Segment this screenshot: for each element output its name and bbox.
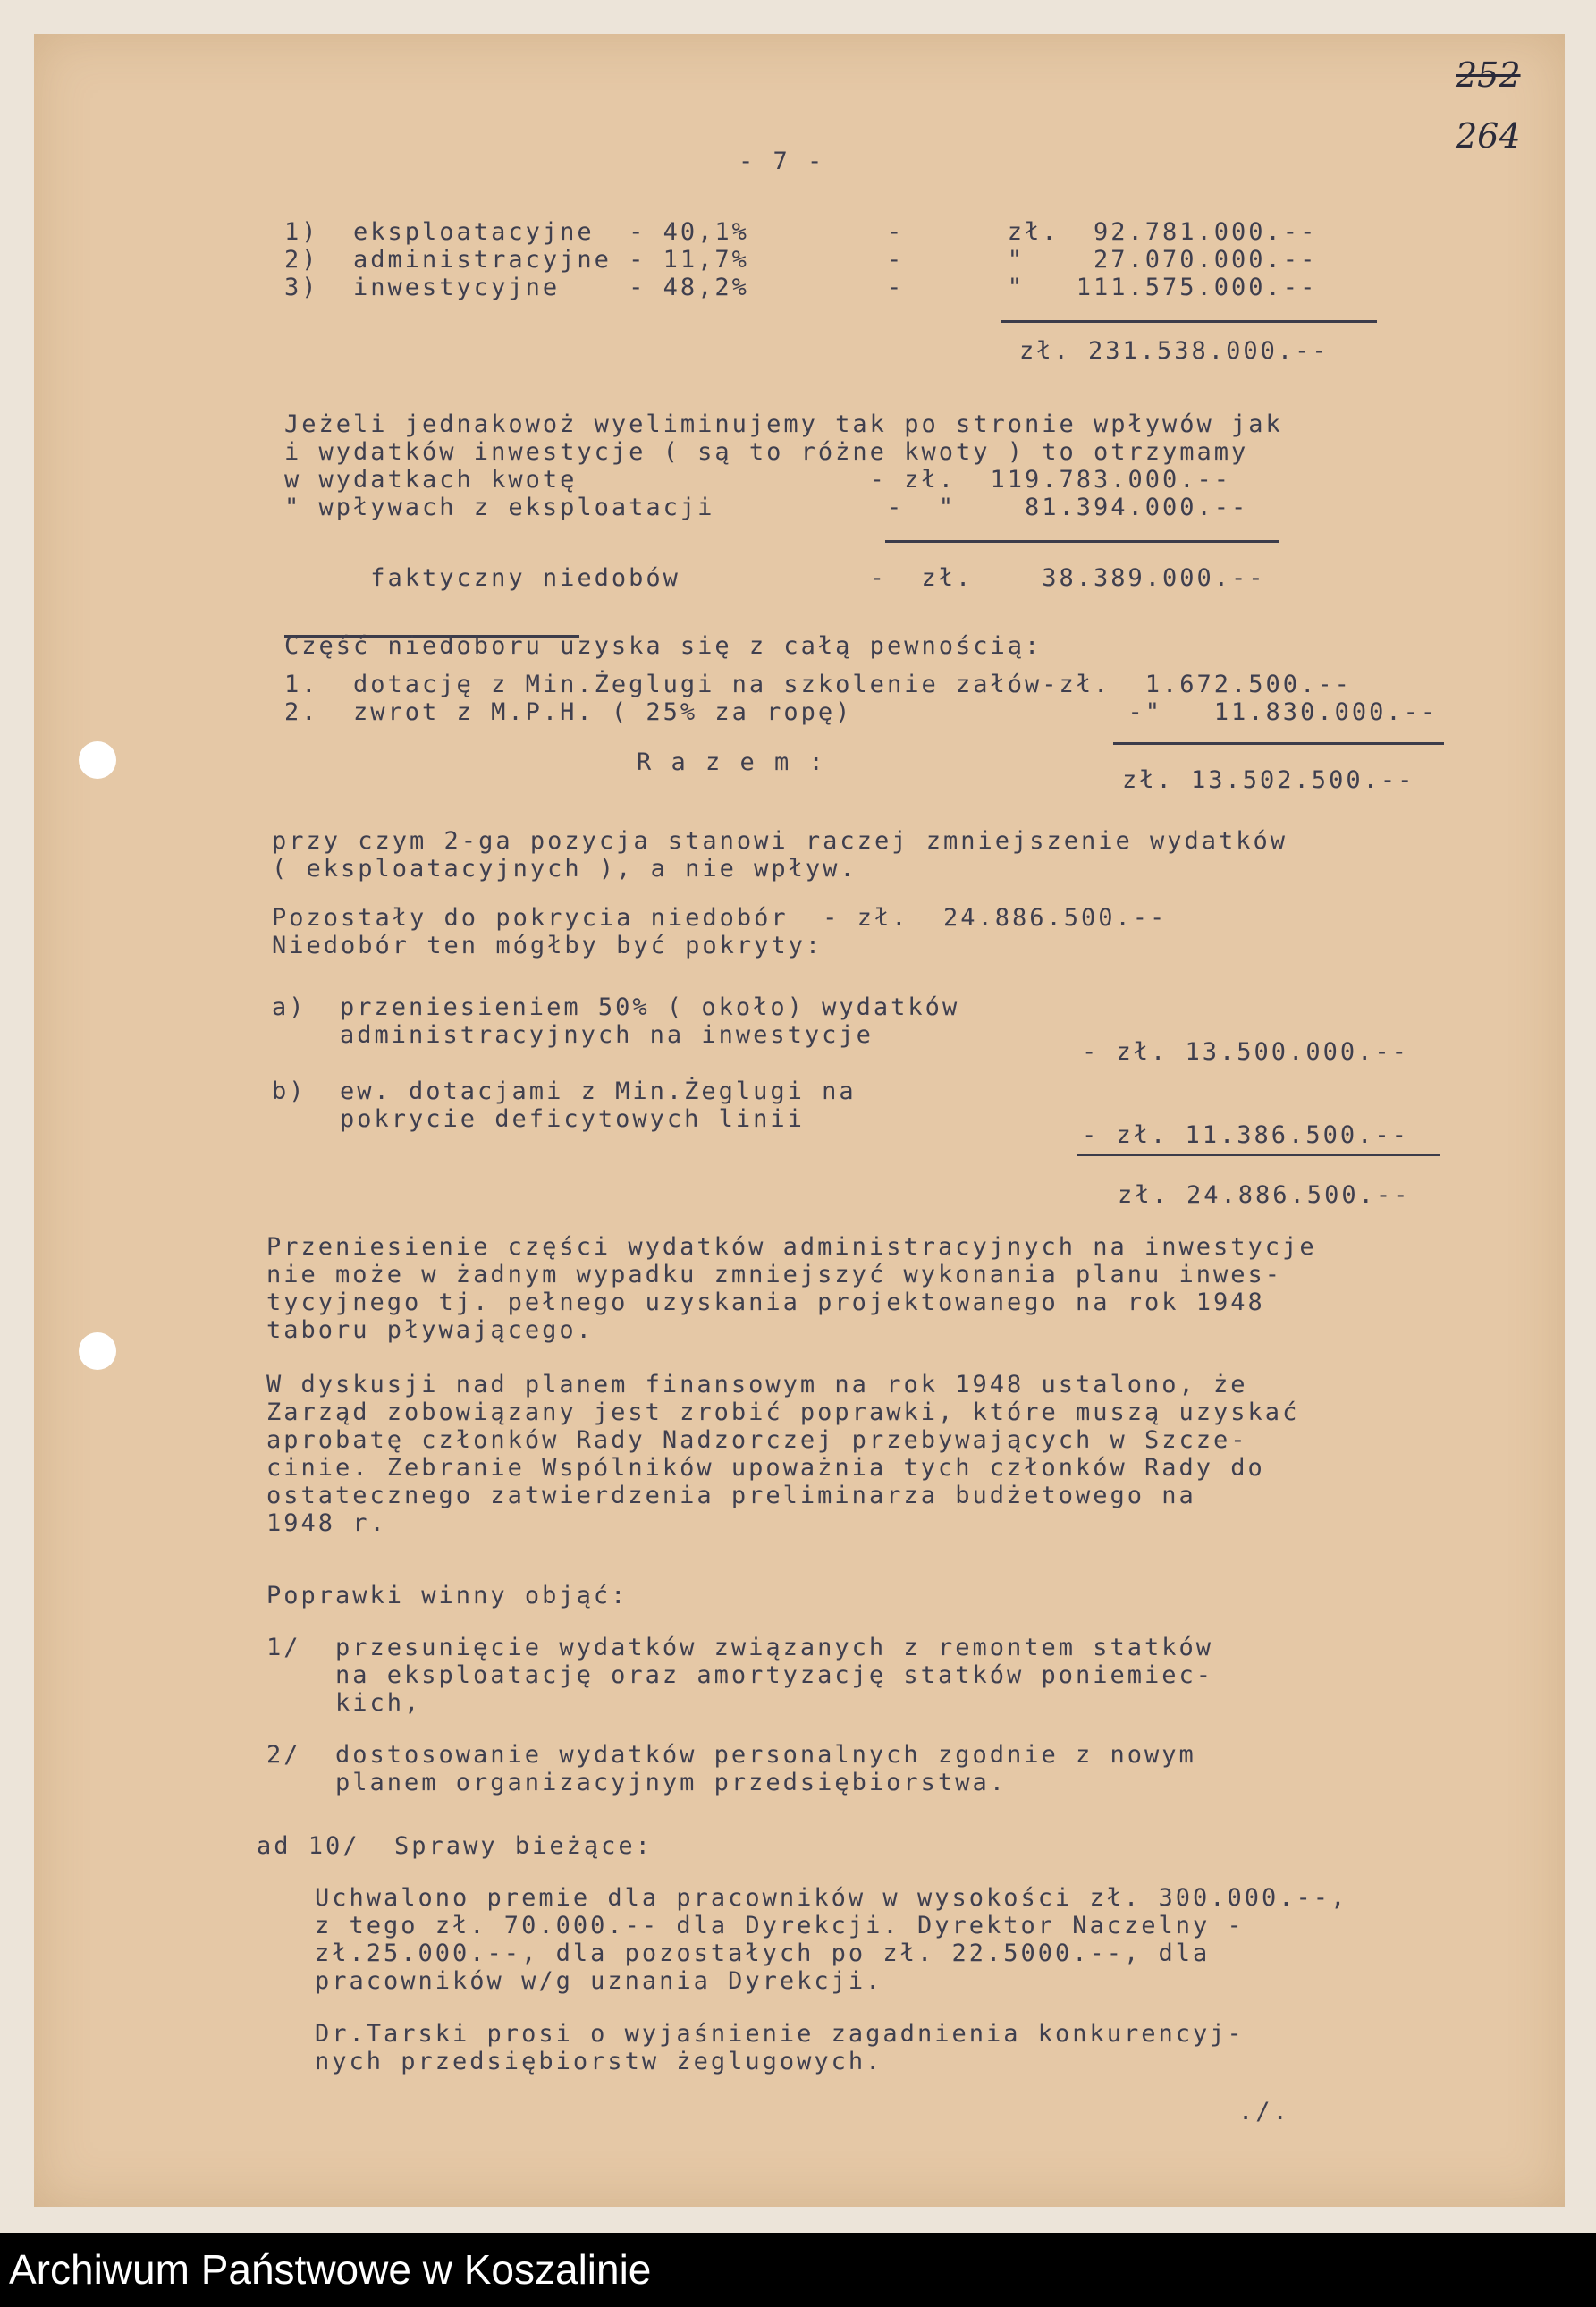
text-line: " wpływach z eksploatacji - " 81.394.000.-- xyxy=(284,494,1249,521)
text-line: Jeżeli jednakowoż wyeliminujemy tak po stronie wpływów jak xyxy=(284,410,1283,438)
razem-label: R a z e m : xyxy=(637,748,826,776)
archive-number: 264 xyxy=(1456,116,1521,156)
text-line: zł.25.000.--, dla pozostałych po zł. 22.5000.--, dla xyxy=(315,1939,1211,1967)
text-line: Przeniesienie części wydatków administracyjnych na inwestycje xyxy=(266,1233,1317,1261)
amendment-mark: 1/ xyxy=(266,1634,301,1661)
options-total: zł. 24.886.500.-- xyxy=(1118,1181,1411,1209)
text-line: i wydatków inwestycje ( są to różne kwoty ) to otrzymamy xyxy=(284,438,1249,466)
amendment-line: dostosowanie wydatków personalnych zgodnie z nowym xyxy=(335,1741,1196,1769)
expense-line: 2) administracyjne - 11,7% - " 27.070.000.-- xyxy=(284,246,1318,274)
text-line: Uchwalono premie dla pracowników w wysokości zł. 300.000.--, xyxy=(315,1884,1348,1912)
text-line: Niedobór ten mógłby być pokryty: xyxy=(272,932,823,959)
archive-footer-bar xyxy=(0,2233,1596,2307)
text-line: w wydatkach kwotę - zł. 119.783.000.-- xyxy=(284,466,1232,494)
punch-hole xyxy=(79,1332,116,1370)
text-line: nych przedsiębiorstw żeglugowych. xyxy=(315,2048,883,2075)
option-mark: a) xyxy=(272,993,307,1021)
sum-underline xyxy=(885,540,1279,543)
amendment-line: na eksploatację oraz amortyzację statków poniemiec- xyxy=(335,1661,1214,1689)
page-number: - 7 - xyxy=(739,148,825,175)
text-line: Zarząd zobowiązany jest zrobić poprawki, które muszą uzyskać xyxy=(266,1399,1300,1426)
option-amount: - zł. 11.386.500.-- xyxy=(1082,1121,1409,1149)
text-line: ( eksploatacyjnych ), a nie wpływ. xyxy=(272,855,857,883)
amendment-mark: 2/ xyxy=(266,1741,301,1769)
sum-underline xyxy=(1077,1154,1440,1156)
punch-hole xyxy=(79,741,116,779)
option-mark: b) xyxy=(272,1077,307,1105)
amendment-line: przesunięcie wydatków związanych z remontem statków xyxy=(335,1634,1214,1661)
text-line: Pozostały do pokrycia niedobór - zł. 24.886.500.-- xyxy=(272,904,1168,932)
expense-line: 1) eksploatacyjne - 40,1% - zł. 92.781.000.-- xyxy=(284,218,1318,246)
text-line: nie może w żadnym wypadku zmniejszyć wykonania planu inwes- xyxy=(266,1261,1283,1289)
text-line: z tego zł. 70.000.-- dla Dyrekcji. Dyrektor Naczelny - xyxy=(315,1912,1245,1939)
text-line: przy czym 2-ga pozycja stanowi raczej zmniejszenie wydatków xyxy=(272,827,1288,855)
coverage-intro: Część niedoboru uzyska się z całą pewnością: xyxy=(284,632,1043,660)
text-line: 1948 r. xyxy=(266,1509,387,1537)
option-line: pokrycie deficytowych linii xyxy=(340,1105,805,1133)
expense-line: 3) inwestycyjne - 48,2% - " 111.575.000.-- xyxy=(284,274,1318,301)
coverage-item: 2. zwrot z M.P.H. ( 25% za ropę) -" 11.830.000.-- xyxy=(284,698,1439,726)
text-line: tycyjnego tj. pełnego uzyskania projektowanego na rok 1948 xyxy=(266,1289,1265,1316)
text-line: cinie. Zebranie Wspólników upoważnia tych członków Rady do xyxy=(266,1454,1265,1482)
text-line: ostatecznego zatwierdzenia preliminarza budżetowego na xyxy=(266,1482,1196,1509)
option-line: ew. dotacjami z Min.Żeglugi na xyxy=(340,1077,857,1105)
amendment-line: planem organizacyjnym przedsiębiorstwa. xyxy=(335,1769,1007,1796)
archive-name: Archiwum Państwowe w Koszalinie xyxy=(9,2246,652,2293)
old-archive-number: 252 xyxy=(1456,55,1521,95)
option-amount: - zł. 13.500.000.-- xyxy=(1082,1038,1409,1066)
text-line: Dr.Tarski prosi o wyjaśnienie zagadnienia konkurencyj- xyxy=(315,2020,1245,2048)
sum-underline xyxy=(1113,742,1444,745)
coverage-item: 1. dotację z Min.Żeglugi na szkolenie załów-zł. 1.672.500.-- xyxy=(284,671,1352,698)
ad10-title: ad 10/ Sprawy bieżące: xyxy=(257,1832,653,1860)
amendments-title: Poprawki winny objąć: xyxy=(266,1582,629,1610)
text-line: W dyskusji nad planem finansowym na rok 1948 ustalono, że xyxy=(266,1371,1248,1399)
text-line: pracowników w/g uznania Dyrekcji. xyxy=(315,1967,883,1995)
shortfall-line: faktyczny niedobów - zł. 38.389.000.-- xyxy=(284,564,1266,592)
option-line: administracyjnych na inwestycje xyxy=(340,1021,874,1049)
amendment-line: kich, xyxy=(335,1689,422,1717)
continuation-mark: ./. xyxy=(1238,2098,1290,2125)
expense-total: zł. 231.538.000.-- xyxy=(1019,337,1330,365)
text-line: taboru pływającego. xyxy=(266,1316,594,1344)
option-line: przeniesieniem 50% ( około) wydatków xyxy=(340,993,960,1021)
razem-total: zł. 13.502.500.-- xyxy=(1122,766,1415,794)
text-line: aprobatę członków Rady Nadzorczej przebywających w Szcze- xyxy=(266,1426,1248,1454)
sum-underline xyxy=(1001,320,1377,323)
